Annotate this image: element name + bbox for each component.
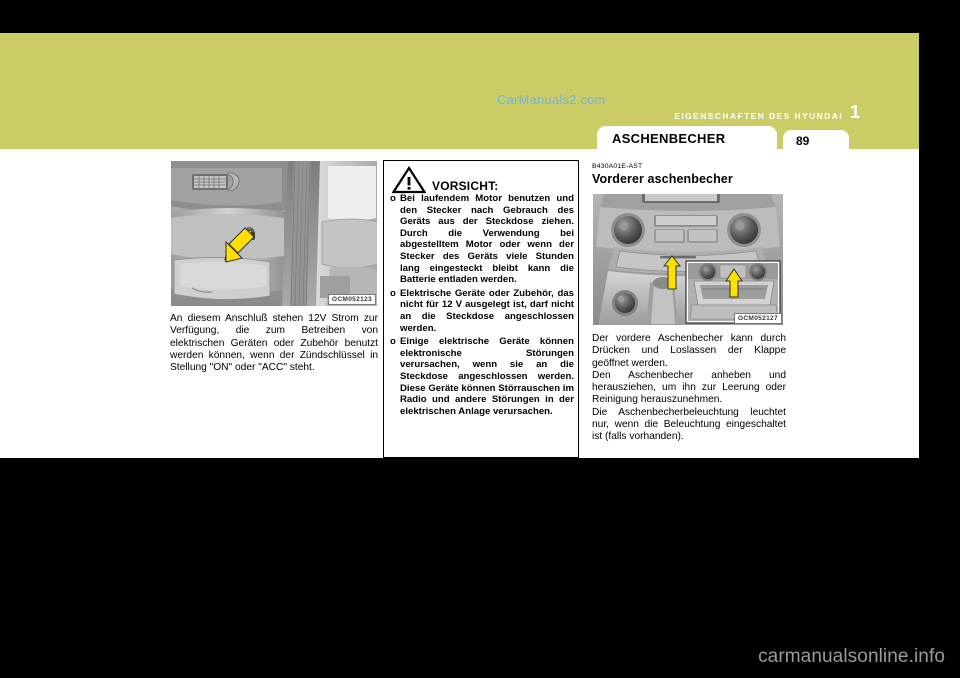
caution-bullet: o (390, 336, 396, 348)
right-body-paragraph: Die Aschenbecherbeleuchtung leuchtet nur, wenn die Beleuchtung eingeschaltet ist (falls vorhanden). (592, 406, 786, 443)
caution-item (390, 336, 574, 417)
left-column-body (170, 313, 378, 374)
caution-item (390, 288, 574, 334)
caution-bullet: o (390, 287, 396, 299)
figure-code-right: OCM052127 (734, 313, 782, 324)
right-column-body (592, 333, 786, 444)
page-number: 89 (796, 134, 810, 148)
caution-header (392, 166, 498, 194)
front-ashtray-photo (592, 193, 784, 326)
carmanuals2-logo: CarManuals2.com (497, 92, 606, 107)
caution-item-text: Bei laufendem Motor benutzen und den Stecker nach Gebrauch des Geräts aus der Steckdose ziehen. Durch die Verwendung bei abgestelltem Motor oder wenn der Stecker des Geräts viele Stunden lang eingesteckt bleibt kann die Batterie entladen werden. (400, 193, 574, 286)
caution-bullet: o (390, 193, 396, 204)
site-watermark: carmanualsonline.info (758, 646, 945, 667)
chapter-number: 1 (849, 102, 860, 122)
power-outlet-illustration (170, 160, 378, 307)
right-body-paragraph: Der vordere Aschenbecher kann durch Drücken und Loslassen der Klappe geöffnet werden. (592, 333, 786, 369)
page-number-tab (783, 130, 849, 150)
caution-item-text: Einige elektrische Geräte können elektronische Störungen verursachen, wenn sie an die Steckdose angeschlossen werden. Diese Geräte können Störrauschen im Radio und andere Störungen in der elektrischen Anlage verursachen. (400, 336, 574, 417)
power-outlet-photo (170, 160, 378, 307)
header-band (0, 33, 919, 149)
figure-code-left: OCM052123 (328, 294, 376, 305)
subsection-heading: Vorderer aschenbecher (592, 172, 733, 186)
warning-triangle-icon (392, 166, 426, 194)
left-body-paragraph: An diesem Anschluß stehen 12V Strom zur Verfügung, die zum Betreiben von elektrischen Geräten oder Zubehör benutzt werden können, wenn der Zündschlüssel in Stellung "ON" oder "ACC" steht. (170, 313, 378, 374)
caution-item (390, 193, 574, 286)
section-title: ASCHENBECHER (612, 131, 726, 146)
reference-code: B430A01E-AST (592, 163, 643, 170)
caution-item-text: Elektrische Geräte oder Zubehör, das nicht für 12 V ausgelegt ist, darf nicht an die Steckdose angeschlossen werden. (400, 287, 574, 334)
caution-list (390, 193, 574, 419)
chapter-label: EIGENSCHAFTEN DES HYUNDAI (674, 111, 843, 121)
right-body-paragraph: Den Aschenbecher anheben und herausziehen, um ihn zur Leerung oder Reinigung herauszunehmen. (592, 369, 786, 406)
caution-title: VORSICHT: (432, 179, 499, 193)
front-ashtray-illustration (592, 193, 784, 326)
